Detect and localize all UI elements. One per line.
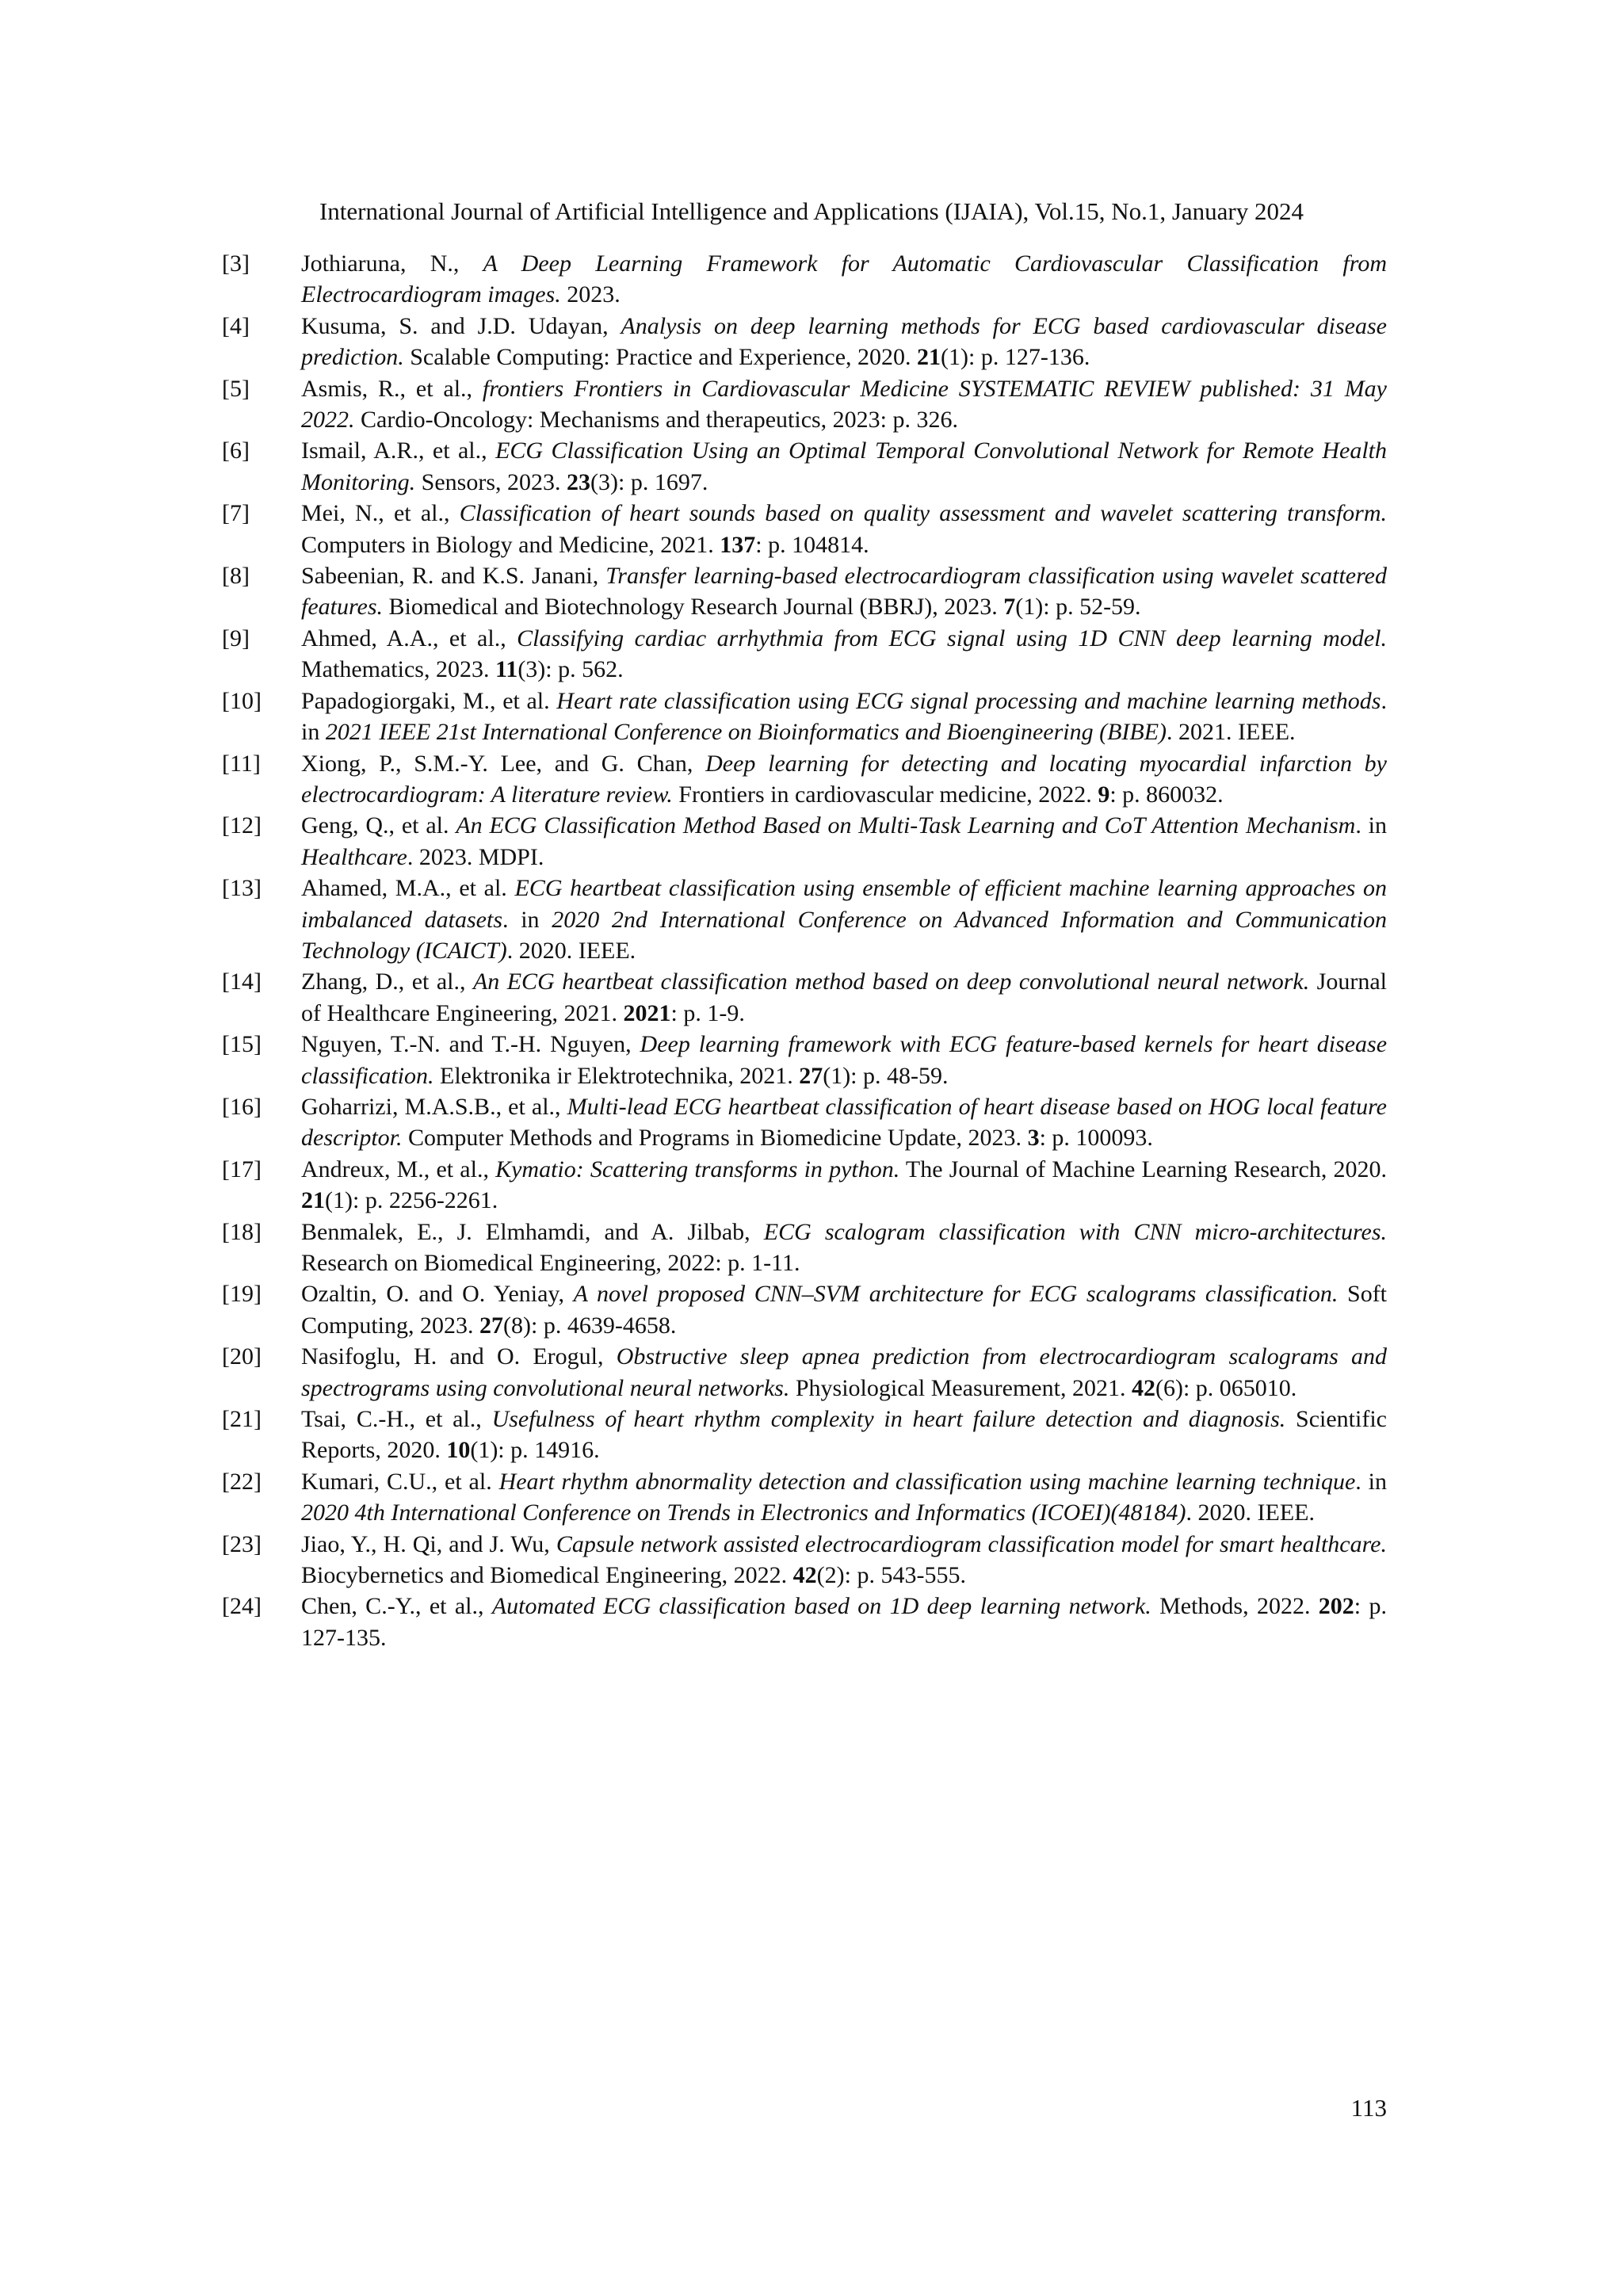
reference-text [301, 1406, 1387, 1463]
reference-text-segment: . in [1355, 812, 1387, 839]
reference-text-segment: Andreux, M., et al., [301, 1156, 496, 1182]
reference-text [301, 751, 1387, 808]
reference-volume-bold: 21 [301, 1187, 325, 1214]
reference-number: [18] [222, 1218, 262, 1245]
reference-entry [222, 498, 1387, 560]
reference-text [301, 1094, 1387, 1151]
reference-entry [222, 810, 1387, 873]
reference-number: [19] [222, 1281, 262, 1308]
reference-title-italic: Deep learning for detecting and locating myocardial infarction by electrocardiogram: A literature review. [301, 750, 1387, 808]
reference-entry [222, 623, 1387, 686]
reference-entry [222, 311, 1387, 373]
reference-volume-bold: 42 [792, 1562, 817, 1589]
reference-title-italic: 2020 2nd International Conference on Advanced Information and Communication Technology (ICAICT) [301, 906, 1387, 964]
reference-text [301, 1031, 1387, 1088]
page-number: 113 [1350, 2094, 1387, 2122]
reference-text-segment: . 2021. IEEE. [1167, 719, 1296, 746]
reference-text-segment: (1): p. 48-59. [823, 1062, 949, 1089]
reference-volume-bold: 27 [799, 1062, 823, 1089]
reference-text-segment: Asmis, R., et al., [301, 375, 483, 402]
reference-text-segment: Ozaltin, O. and O. Yeniay, [301, 1281, 574, 1308]
reference-text-segment: : p. 100093. [1039, 1125, 1153, 1152]
reference-entry [222, 748, 1387, 811]
reference-volume-bold: 2021 [623, 999, 671, 1026]
reference-volume-bold: 9 [1098, 781, 1110, 808]
reference-number: [9] [222, 625, 250, 651]
reference-entry [222, 435, 1387, 498]
reference-text-segment: Benmalek, E., J. Elmhamdi, and A. Jilbab, [301, 1218, 764, 1245]
reference-title-italic: ECG Classification Using an Optimal Temporal Convolutional Network for Remote Health Monitoring. [301, 437, 1387, 495]
reference-text [301, 688, 1387, 745]
reference-title-italic: Classifying cardiac arrhythmia from ECG signal using 1D CNN deep learning model. [517, 625, 1387, 651]
reference-number: [21] [222, 1406, 262, 1433]
reference-number: [11] [222, 750, 261, 777]
reference-text-segment: Elektronika ir Elektrotechnika, 2021. [433, 1062, 800, 1089]
reference-text [301, 1343, 1387, 1400]
reference-text-segment: Ismail, A.R., et al., [301, 437, 496, 464]
reference-text-segment: (6): p. 065010. [1155, 1374, 1297, 1401]
reference-text-segment: (2): p. 543-555. [816, 1562, 966, 1589]
reference-text-segment: Chen, C.-Y., et al., [301, 1593, 492, 1620]
reference-entry [222, 1091, 1387, 1154]
reference-text-segment: Jiao, Y., H. Qi, and J. Wu, [301, 1530, 556, 1557]
reference-entry [222, 1154, 1387, 1217]
reference-text-segment: Kusuma, S. and J.D. Udayan, [301, 312, 621, 339]
reference-entry [222, 1529, 1387, 1591]
reference-title-italic: Kymatio: Scattering transforms in python. [495, 1156, 900, 1182]
reference-text-segment: Ahamed, M.A., et al. [301, 875, 515, 902]
reference-title-italic: ECG scalogram classification with CNN micro-architectures. [763, 1218, 1388, 1245]
reference-title-italic: Automated ECG classification based on 1D deep learning network. [491, 1593, 1151, 1620]
reference-number: [8] [222, 563, 250, 590]
reference-title-italic: ECG heartbeat classification using ensemble of efficient machine learning approaches on imbalanced datasets [301, 875, 1387, 933]
reference-text-segment: Scalable Computing: Practice and Experience, 2020. [403, 344, 918, 371]
reference-text-segment: Computer Methods and Programs in Biomedicine Update, 2023. [402, 1125, 1028, 1152]
reference-text [301, 500, 1387, 557]
reference-text [301, 1219, 1387, 1276]
reference-text-segment: . in [502, 906, 552, 933]
reference-text-segment: Kumari, C.U., et al. [301, 1468, 499, 1495]
reference-text-segment: Geng, Q., et al. [301, 812, 456, 839]
reference-text-segment: (8): p. 4639-4658. [503, 1312, 677, 1339]
reference-text [301, 1281, 1387, 1338]
reference-title-italic: An ECG Classification Method Based on Multi-Task Learning and CoT Attention Mechanism [456, 812, 1356, 839]
reference-text [301, 625, 1387, 682]
reference-text [301, 875, 1387, 964]
reference-text-segment: Sensors, 2023. [415, 468, 567, 495]
reference-text [301, 812, 1387, 869]
reference-text-segment: Methods, 2022. [1151, 1593, 1319, 1620]
reference-volume-bold: 11 [495, 656, 518, 683]
reference-title-italic: A Deep Learning Framework for Automatic Cardiovascular Classification from Electrocardiogram images. [301, 250, 1387, 308]
reference-text [301, 1469, 1387, 1526]
reference-text [301, 376, 1387, 433]
reference-number: [12] [222, 812, 262, 839]
reference-text-segment: Soft Computing, 2023. [301, 1281, 1388, 1339]
reference-text-segment: . 2020. IEEE. [506, 937, 636, 964]
reference-text-segment: (3): p. 562. [517, 656, 624, 683]
reference-text-segment: (1): p. 127-136. [941, 344, 1090, 371]
reference-title-italic: A novel proposed CNN–SVM architecture for ECG scalograms classification. [573, 1281, 1338, 1308]
reference-entry [222, 248, 1387, 311]
reference-text-segment: : p. 1-9. [670, 999, 745, 1026]
reference-volume-bold: 23 [567, 468, 591, 495]
reference-text-segment: Goharrizi, M.A.S.B., et al., [301, 1093, 567, 1120]
reference-title-italic: Deep learning framework with ECG feature-based kernels for heart disease classification. [301, 1031, 1388, 1089]
reference-title-italic: Capsule network assisted electrocardiogram classification model for smart healthcare. [556, 1530, 1387, 1557]
reference-entry [222, 873, 1387, 966]
reference-text [301, 437, 1387, 495]
reference-text-segment: Research on Biomedical Engineering, 2022: p. 1-11. [301, 1250, 800, 1276]
reference-volume-bold: 202 [1318, 1593, 1354, 1620]
reference-volume-bold: 42 [1131, 1374, 1155, 1401]
reference-text-segment: Sabeenian, R. and K.S. Janani, [301, 563, 606, 590]
reference-number: [24] [222, 1593, 262, 1620]
reference-number: [15] [222, 1031, 262, 1058]
reference-text-segment: Tsai, C.-H., et al., [301, 1406, 492, 1433]
reference-text-segment: . in [301, 687, 1387, 746]
reference-number: [10] [222, 687, 262, 714]
reference-volume-bold: 137 [720, 531, 756, 558]
reference-number: [20] [222, 1343, 262, 1370]
reference-text-segment: 2023. [560, 281, 621, 308]
reference-text-segment: Mathematics, 2023. [301, 656, 495, 683]
reference-text-segment: Papadogiorgaki, M., et al. [301, 687, 557, 714]
reference-text-segment: (1): p. 2256-2261. [325, 1187, 498, 1214]
reference-number: [6] [222, 437, 250, 464]
reference-number: [13] [222, 875, 262, 902]
reference-text [301, 1156, 1387, 1213]
reference-text-segment: . in [1355, 1468, 1387, 1495]
reference-text-segment: : p. 860032. [1109, 781, 1224, 808]
reference-title-italic: Transfer learning-based electrocardiogram classification using wavelet scattered features. [301, 563, 1387, 621]
reference-entry [222, 1341, 1387, 1404]
reference-text-segment: (1): p. 52-59. [1015, 594, 1141, 621]
reference-text [301, 563, 1387, 620]
reference-text-segment: Cardio-Oncology: Mechanisms and therapeutics, 2023: p. 326. [354, 407, 959, 434]
reference-number: [7] [222, 500, 250, 527]
reference-text-segment: Frontiers in cardiovascular medicine, 2022. [672, 781, 1098, 808]
reference-entry [222, 373, 1387, 436]
reference-text-segment: Jothiaruna, N., [301, 250, 483, 277]
reference-text-segment: : p. 104814. [755, 531, 869, 558]
reference-entry [222, 1466, 1387, 1529]
reference-number: [3] [222, 250, 250, 277]
running-header: International Journal of Artificial Intelligence and Applications (IJAIA), Vol.15, No.1, January 2024 [319, 197, 1304, 225]
reference-entry [222, 1404, 1387, 1466]
reference-number: [17] [222, 1156, 262, 1182]
reference-entry [222, 560, 1387, 623]
reference-text-segment: Physiological Measurement, 2021. [789, 1374, 1132, 1401]
reference-volume-bold: 21 [917, 344, 941, 371]
reference-title-italic: Multi-lead ECG heartbeat classification of heart disease based on HOG local feature descriptor. [301, 1093, 1388, 1152]
reference-text [301, 968, 1387, 1026]
reference-number: [16] [222, 1093, 262, 1120]
reference-number: [14] [222, 968, 262, 995]
reference-text-segment: Biocybernetics and Biomedical Engineering, 2022. [301, 1562, 793, 1589]
reference-title-italic: Healthcare [301, 843, 407, 870]
reference-number: [23] [222, 1530, 262, 1557]
reference-title-italic: frontiers Frontiers in Cardiovascular Medicine SYSTEMATIC REVIEW published: 31 May 2022. [301, 375, 1387, 434]
reference-title-italic: Analysis on deep learning methods for ECG based cardiovascular disease prediction. [301, 312, 1387, 371]
reference-list [222, 248, 1387, 1653]
reference-text [301, 1593, 1387, 1650]
reference-text-segment: Scientific Reports, 2020. [301, 1406, 1387, 1464]
reference-text-segment: Nasifoglu, H. and O. Erogul, [301, 1343, 617, 1370]
reference-text-segment: (3): p. 1697. [590, 468, 708, 495]
reference-entry [222, 1278, 1387, 1341]
reference-text-segment: Zhang, D., et al., [301, 968, 473, 995]
reference-entry [222, 686, 1387, 748]
reference-text-segment: : p. 127-135. [301, 1593, 1387, 1651]
reference-volume-bold: 3 [1027, 1125, 1040, 1152]
reference-text [301, 1531, 1387, 1588]
reference-text-segment: Nguyen, T.-N. and T.-H. Nguyen, [301, 1031, 640, 1058]
reference-title-italic: 2020 4th International Conference on Trends in Electronics and Informatics (ICOEI)(48184) [301, 1499, 1186, 1526]
reference-title-italic: An ECG heartbeat classification method based on deep convolutional neural network. [472, 968, 1310, 995]
reference-text-segment: Mei, N., et al., [301, 500, 460, 527]
reference-volume-bold: 27 [479, 1312, 504, 1339]
reference-text [301, 313, 1387, 370]
reference-text-segment: (1): p. 14916. [470, 1437, 600, 1464]
reference-title-italic: Heart rate classification using ECG signal processing and machine learning methods [556, 687, 1381, 714]
reference-volume-bold: 7 [1003, 594, 1016, 621]
reference-entry [222, 1591, 1387, 1653]
reference-text-segment: The Journal of Machine Learning Research, 2020. [899, 1156, 1388, 1182]
reference-title-italic: Usefulness of heart rhythm complexity in heart failure detection and diagnosis. [491, 1406, 1286, 1433]
reference-entry [222, 1217, 1387, 1279]
reference-text-segment: Journal of Healthcare Engineering, 2021. [301, 968, 1387, 1026]
reference-number: [5] [222, 375, 250, 402]
reference-number: [22] [222, 1468, 262, 1495]
reference-title-italic: Classification of heart sounds based on quality assessment and wavelet scattering transform. [459, 500, 1387, 527]
reference-text-segment: Xiong, P., S.M.-Y. Lee, and G. Chan, [301, 750, 706, 777]
reference-title-italic: Heart rhythm abnormality detection and classification using machine learning technique [498, 1468, 1356, 1495]
reference-title-italic: 2021 IEEE 21st International Conference on Bioinformatics and Bioengineering (BIBE) [325, 719, 1167, 746]
reference-text-segment: Computers in Biology and Medicine, 2021. [301, 531, 720, 558]
reference-entry [222, 1029, 1387, 1091]
reference-text-segment: . 2023. MDPI. [407, 843, 544, 870]
reference-text [301, 250, 1387, 308]
reference-entry [222, 966, 1387, 1029]
reference-text-segment: Biomedical and Biotechnology Research Journal (BBRJ), 2023. [383, 594, 1004, 621]
reference-text-segment: Ahmed, A.A., et al., [301, 625, 517, 651]
reference-title-italic: Obstructive sleep apnea prediction from electrocardiogram scalograms and spectrograms using convolutional neural networks. [301, 1343, 1387, 1401]
reference-text-segment: . 2020. IEEE. [1186, 1499, 1315, 1526]
reference-volume-bold: 10 [446, 1437, 471, 1464]
reference-number: [4] [222, 312, 250, 339]
